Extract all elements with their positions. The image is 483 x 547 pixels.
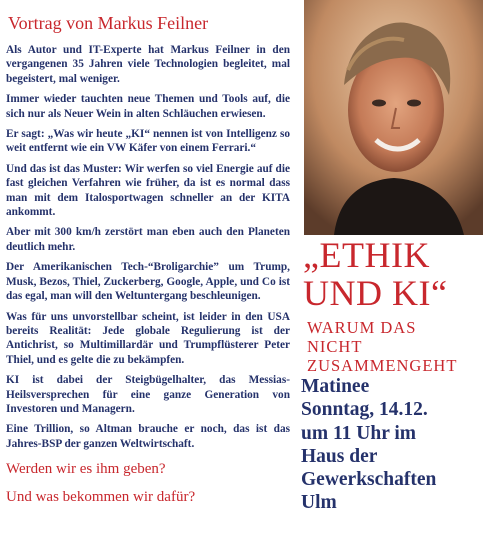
- title-line-1: „ETHIK: [303, 235, 430, 275]
- event-title: [303, 236, 483, 312]
- lecture-heading: Vortrag von Markus Feilner: [8, 13, 209, 33]
- portrait-image: [304, 0, 483, 235]
- event-subtitle: [307, 318, 483, 375]
- event-date: Sonntag, 14.12.: [301, 399, 428, 421]
- question-1: Werden wir es ihm geben?: [6, 461, 166, 478]
- speaker-photo: [304, 0, 483, 235]
- question-2: Und was bekommen wir dafür?: [6, 489, 196, 506]
- subtitle-line-3: ZUSAMMENGEHT: [307, 356, 458, 375]
- subtitle-line-1: WARUM DAS: [307, 318, 417, 337]
- left-column: [6, 6, 290, 514]
- paragraph-6: Der Amerikanischen Tech-“Broligarchie” um Trump, Musk, Bezos, Thiel, Zuckerberg, Google, Apple, und Co ist das egal, man will den Weltuntergang beschleunigen.: [6, 261, 290, 303]
- event-city: Ulm: [301, 492, 337, 514]
- paragraph-2: Immer wieder tauchten neue Themen und Tools auf, die sich nur als Neuer Wein in alten Schläuchen erwiesen.: [6, 93, 290, 120]
- paragraph-1: Als Autor und IT-Experte hat Markus Feilner in den vergangenen 35 Jahren viele Technologien begleitet, mal begeistert, mal weniger.: [6, 44, 290, 85]
- paragraph-3: Er sagt: „Was wir heute „KI“ nennen ist von Intelligenz so weit entfernt wie ein VW Käfer von einem Ferrari.“: [6, 128, 290, 155]
- paragraph-8: KI ist dabei der Steigbügelhalter, das Messias-Heilsversprechen für eine ganze Generation von Investoren und Managern.: [6, 374, 290, 415]
- event-time: um 11 Uhr im: [301, 422, 417, 444]
- subtitle-line-2: NICHT: [307, 337, 363, 356]
- event-details: [301, 375, 481, 515]
- paragraph-9: Eine Trillion, so Altman brauche er noch, das ist das Jahres-BSP der ganzen Weltwirtschaft.: [6, 423, 290, 450]
- title-line-2: UND KI“: [303, 273, 448, 313]
- event-venue-2: Gewerkschaften: [301, 469, 437, 491]
- paragraph-4: Und das ist das Muster: Wir werfen so viel Energie auf die fast gleichen Verfahren wie früher, da ist es normal dass man mit dem Italosportwagen schneller an der KITA ankommt.: [6, 162, 290, 219]
- event-venue-1: Haus der: [301, 445, 378, 467]
- paragraph-5: Aber mit 300 km/h zerstört man eben auch den Planeten deutlich mehr.: [6, 226, 290, 253]
- paragraph-7: Was für uns unvorstellbar scheint, ist leider in den USA bereits Realität: Jede globale Regulierung ist der Antichrist, so Multimillardär und Trumpflüsterer Peter Thiel, und es gelte die zu bekämpfen.: [6, 310, 290, 366]
- event-type: Matinee: [301, 376, 370, 397]
